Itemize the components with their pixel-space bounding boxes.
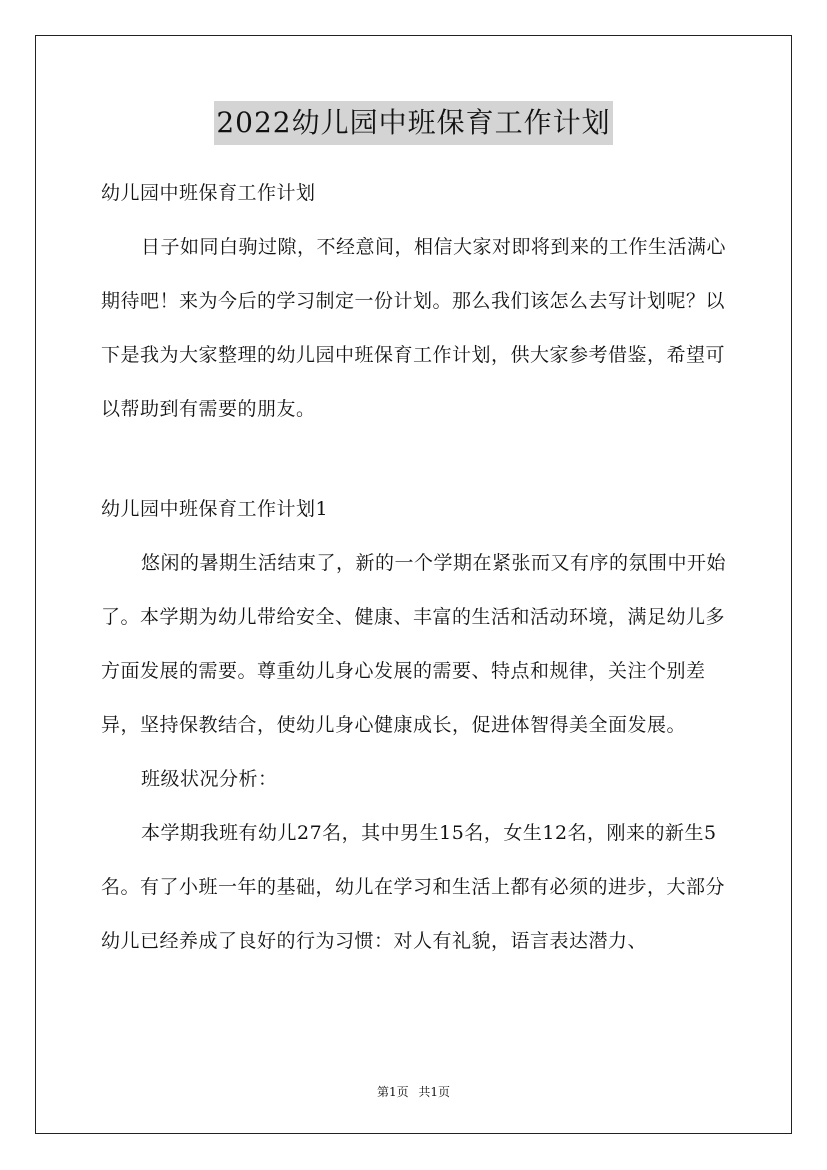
class-analysis-paragraph: 本学期我班有幼儿27名，其中男生15名，女生12名，刚来的新生5名。有了小班一年的基础，幼儿在学习和生活上都有必须的进步，大部分幼儿已经养成了良好的行为习惯：对人有礼貌，语言表达潜力、 bbox=[101, 822, 726, 952]
intro-paragraph: 日子如同白驹过隙，不经意间，相信大家对即将到来的工作生活满心期待吧！来为今后的学习制定一份计划。那么我们该怎么去写计划呢？以下是我为大家整理的幼儿园中班保育工作计划，供大家参考借鉴，希望可以帮助到有需要的朋友。 bbox=[101, 236, 727, 420]
page-footer bbox=[0, 1083, 827, 1101]
document-title: 2022幼儿园中班保育工作计划 bbox=[214, 101, 612, 145]
section-paragraph: 悠闲的暑期生活结束了，新的一个学期在紧张而又有序的氛围中开始了。本学期为幼儿带给安全、健康、丰富的生活和活动环境，满足幼儿多方面发展的需要。尊重幼儿身心发展的需要、特点和规律，关注个别差异，坚持保教结合，使幼儿身心健康成长，促进体智得美全面发展。 bbox=[101, 552, 727, 736]
page-total: 共1页 bbox=[418, 1085, 451, 1099]
subtitle: 幼儿园中班保育工作计划 bbox=[101, 182, 316, 204]
document-body bbox=[101, 166, 729, 968]
paragraph-gap bbox=[101, 436, 729, 482]
section-heading: 幼儿园中班保育工作计划1 bbox=[101, 498, 329, 520]
document-title-wrapper bbox=[0, 101, 827, 145]
class-analysis-heading: 班级状况分析： bbox=[141, 768, 278, 790]
page-number: 第1页 bbox=[376, 1085, 409, 1099]
